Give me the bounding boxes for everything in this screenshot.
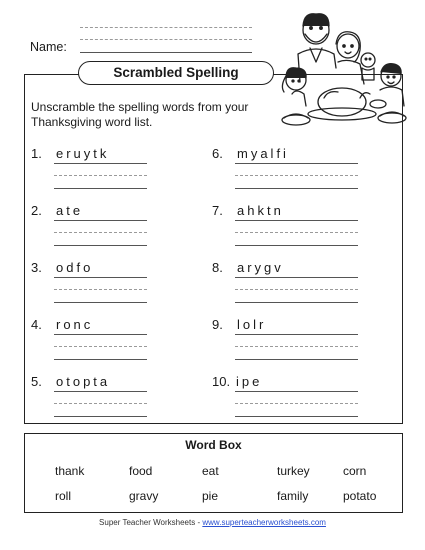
answer-guide [54,289,147,290]
name-label: Name: [30,40,67,54]
word-box-word: family [277,489,309,503]
underline [235,163,358,164]
name-guide-top [80,27,252,28]
word-box [24,433,403,513]
scrambled-word: arygv [237,260,284,275]
scrambled-word: lolr [237,317,267,332]
scrambled-word: ahktn [237,203,284,218]
answer-guide [235,289,358,290]
underline [235,277,358,278]
question-number: 5. [31,374,42,389]
question-number: 6. [212,146,223,161]
answer-guide [235,232,358,233]
answer-guide [235,403,358,404]
scrambled-word: otopta [56,374,111,389]
footer-text: Super Teacher Worksheets - [99,518,203,527]
word-box-title: Word Box [185,438,242,452]
underline [235,220,358,221]
word-box-word: potato [343,489,377,503]
answer-line[interactable] [54,188,147,189]
underline [54,163,147,164]
scrambled-word: ate [56,203,84,218]
question-number: 2. [31,203,42,218]
answer-guide [54,175,147,176]
footer-link[interactable]: www.superteacherworksheets.com [202,518,326,527]
question-number: 4. [31,317,42,332]
footer [0,518,425,527]
underline [54,277,147,278]
instructions: Unscramble the spelling words from your Thanksgiving word list. [31,100,249,129]
word-box-word: food [129,464,153,478]
underline [54,334,147,335]
question-number: 10. [212,374,231,389]
word-box-word: roll [55,489,72,503]
word-box-word: corn [343,464,367,478]
name-guide-mid [80,39,252,40]
scrambled-word: odfo [56,260,94,275]
answer-line[interactable] [235,245,358,246]
answer-guide [54,403,147,404]
underline [54,220,147,221]
worksheet-title: Scrambled Spelling [78,61,274,85]
question-number: 3. [31,260,42,275]
question-number: 9. [212,317,223,332]
word-box-word: thank [55,464,85,478]
name-input-line[interactable] [80,52,252,53]
answer-line[interactable] [235,188,358,189]
answer-guide [235,175,358,176]
scrambled-word: myalfi [237,146,289,161]
scrambled-word: ipe [236,374,263,389]
question-number: 1. [31,146,42,161]
answer-line[interactable] [235,416,358,417]
answer-guide [54,232,147,233]
question-number: 7. [212,203,223,218]
word-box-word: gravy [129,489,159,503]
answer-line[interactable] [54,416,147,417]
answer-line[interactable] [54,359,147,360]
underline [54,391,147,392]
answer-guide [54,346,147,347]
answer-line[interactable] [235,302,358,303]
underline [235,391,358,392]
word-box-word: turkey [277,464,310,478]
underline [235,334,358,335]
answer-line[interactable] [54,245,147,246]
word-box-word: pie [202,489,219,503]
answer-line[interactable] [54,302,147,303]
answer-guide [235,346,358,347]
scrambled-word: ronc [56,317,94,332]
answer-line[interactable] [235,359,358,360]
scrambled-word: eruytk [56,146,110,161]
question-number: 8. [212,260,223,275]
word-box-word: eat [202,464,219,478]
